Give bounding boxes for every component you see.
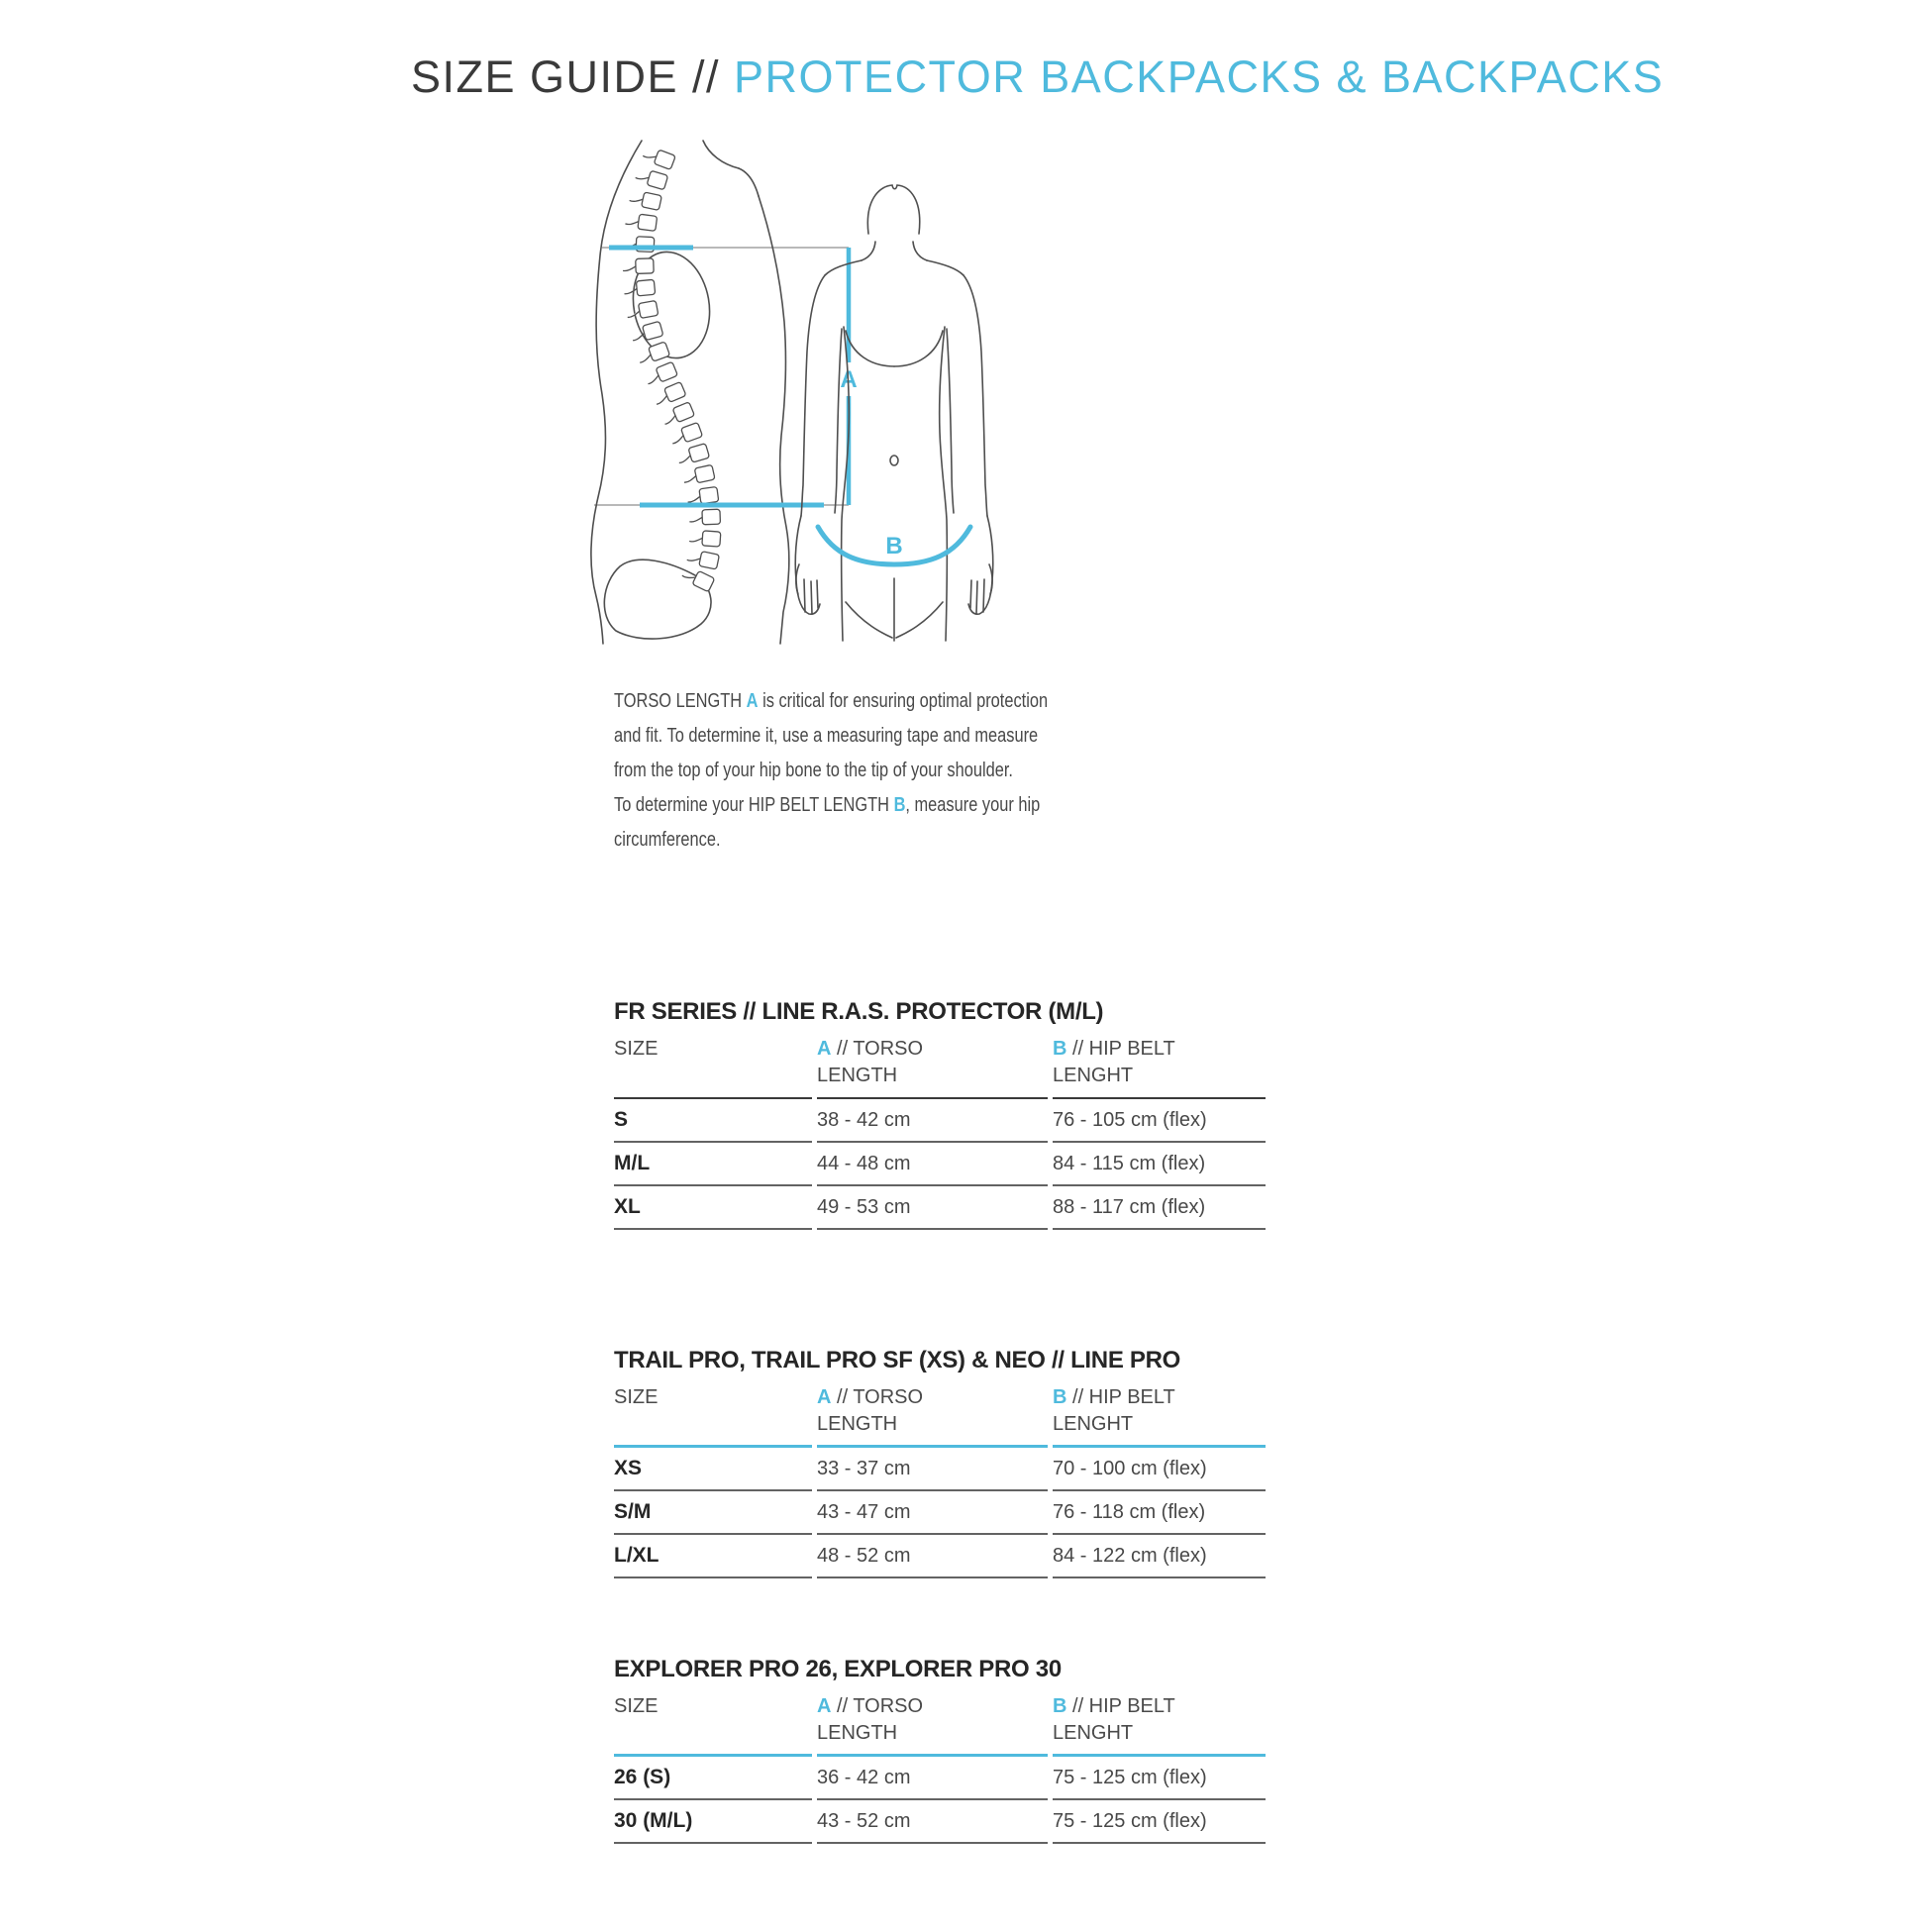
- table-title: FR SERIES // LINE R.A.S. PROTECTOR (M/L): [614, 998, 1104, 1025]
- size-cell: S/M: [614, 1491, 812, 1535]
- torso-length-cell: 36 - 42 cm: [817, 1757, 1048, 1800]
- size-cell: XS: [614, 1448, 812, 1491]
- hip-belt-cell: 76 - 105 cm (flex): [1053, 1099, 1266, 1143]
- size-cell: 26 (S): [614, 1757, 812, 1800]
- intro-paragraph: [614, 683, 1200, 857]
- intro-text: TORSO LENGTH: [614, 689, 747, 712]
- column-header-size: SIZE: [614, 1036, 812, 1099]
- table-row: [614, 1800, 1256, 1844]
- measurement-b-label: B: [885, 533, 903, 559]
- table-title: TRAIL PRO, TRAIL PRO SF (XS) & NEO // LINE PRO: [614, 1347, 1181, 1373]
- torso-length-cell: 43 - 52 cm: [817, 1800, 1048, 1844]
- hip-belt-cell: 88 - 117 cm (flex): [1053, 1186, 1266, 1230]
- hip-belt-cell: 84 - 122 cm (flex): [1053, 1535, 1266, 1578]
- hip-belt-cell: 75 - 125 cm (flex): [1053, 1800, 1266, 1844]
- size-cell: M/L: [614, 1143, 812, 1186]
- page-title-prefix: SIZE GUIDE //: [411, 51, 735, 102]
- torso-length-cell: 44 - 48 cm: [817, 1143, 1048, 1186]
- torso-length-cell: 38 - 42 cm: [817, 1099, 1048, 1143]
- size-cell: XL: [614, 1186, 812, 1230]
- front-torso-figure: [795, 185, 993, 641]
- column-header-torso-length: A // TORSO LENGTH: [817, 1036, 1048, 1099]
- intro-text: from the top of your hip bone to the tip of your shoulder.: [614, 759, 1013, 781]
- size-cell: S: [614, 1099, 812, 1143]
- column-header-torso-length: A // TORSO LENGTH: [817, 1693, 1048, 1757]
- size-table-trail-pro: [614, 1347, 1256, 1578]
- column-header-size: SIZE: [614, 1384, 812, 1448]
- spine-vertebrae: [623, 146, 721, 592]
- size-table-explorer-pro: [614, 1656, 1256, 1844]
- column-header-hip-belt: B // HIP BELT LENGHT: [1053, 1036, 1266, 1099]
- table-header-row: [614, 1384, 1256, 1448]
- torso-length-cell: 43 - 47 cm: [817, 1491, 1048, 1535]
- table-row: [614, 1448, 1256, 1491]
- hip-belt-cell: 70 - 100 cm (flex): [1053, 1448, 1266, 1491]
- hip-belt-cell: 75 - 125 cm (flex): [1053, 1757, 1266, 1800]
- intro-label-a: A: [746, 689, 759, 712]
- hip-belt-cell: 76 - 118 cm (flex): [1053, 1491, 1266, 1535]
- intro-text: To determine your HIP BELT LENGTH: [614, 793, 894, 816]
- page-title-accent: PROTECTOR BACKPACKS & BACKPACKS: [734, 51, 1665, 102]
- measure-helper-lines: [594, 248, 849, 505]
- size-cell: L/XL: [614, 1535, 812, 1578]
- measurement-diagram: [555, 139, 1248, 646]
- table-row: [614, 1143, 1256, 1186]
- intro-text: is critical for ensuring optimal protection: [758, 689, 1049, 712]
- table-row: [614, 1491, 1256, 1535]
- table-row: [614, 1757, 1256, 1800]
- side-torso-figure: [591, 141, 789, 644]
- hip-belt-cell: 84 - 115 cm (flex): [1053, 1143, 1266, 1186]
- table-header-row: [614, 1693, 1256, 1757]
- torso-length-cell: 49 - 53 cm: [817, 1186, 1048, 1230]
- table-header-row: [614, 1036, 1256, 1099]
- size-table-fr-series: [614, 998, 1256, 1230]
- column-header-torso-length: A // TORSO LENGTH: [817, 1384, 1048, 1448]
- measurement-a-label: A: [840, 366, 858, 393]
- torso-length-cell: 48 - 52 cm: [817, 1535, 1048, 1578]
- intro-text: circumference.: [614, 828, 721, 851]
- table-row: [614, 1099, 1256, 1143]
- table-title: EXPLORER PRO 26, EXPLORER PRO 30: [614, 1656, 1062, 1682]
- intro-text: , measure your hip: [905, 793, 1041, 816]
- size-cell: 30 (M/L): [614, 1800, 812, 1844]
- column-header-hip-belt: B // HIP BELT LENGHT: [1053, 1384, 1266, 1448]
- intro-label-b: B: [893, 793, 906, 816]
- table-row: [614, 1535, 1256, 1578]
- intro-text: and fit. To determine it, use a measuring tape and measure: [614, 724, 1039, 747]
- page-title: [411, 51, 1664, 103]
- table-row: [614, 1186, 1256, 1230]
- column-header-size: SIZE: [614, 1693, 812, 1757]
- torso-length-cell: 33 - 37 cm: [817, 1448, 1048, 1491]
- column-header-hip-belt: B // HIP BELT LENGHT: [1053, 1693, 1266, 1757]
